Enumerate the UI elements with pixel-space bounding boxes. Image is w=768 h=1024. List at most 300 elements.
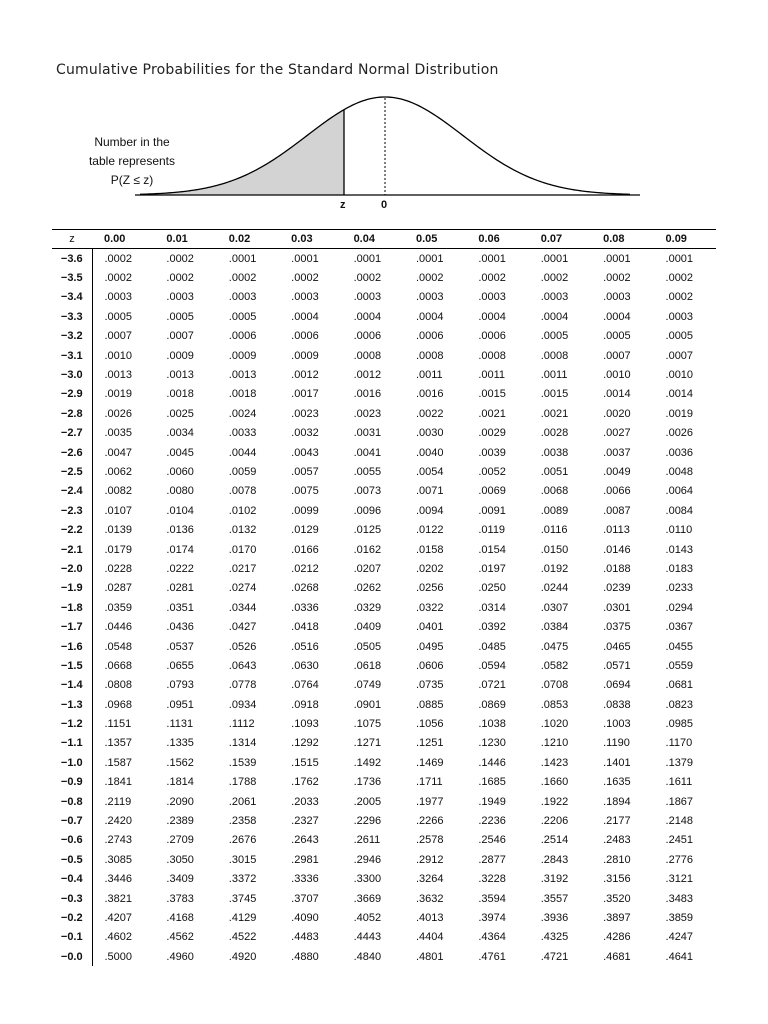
z-value-cell: −0.2 bbox=[52, 908, 92, 927]
probability-cell: .0002 bbox=[353, 272, 382, 285]
probability-cell: .4090 bbox=[291, 911, 319, 924]
z-table bbox=[52, 229, 716, 966]
probability-cell: .0071 bbox=[415, 485, 444, 498]
column-header: 0.02 bbox=[217, 230, 279, 249]
probability-cell: .0537 bbox=[166, 640, 194, 653]
z-value-cell: −1.6 bbox=[52, 637, 92, 656]
probability-cell: .0314 bbox=[478, 601, 506, 614]
probability-cell: .0033 bbox=[228, 427, 257, 440]
probability-cell: .0119 bbox=[478, 524, 506, 537]
probability-cell: .0010 bbox=[104, 349, 133, 362]
table-row bbox=[52, 889, 716, 908]
probability-cell: .0084 bbox=[665, 504, 694, 517]
probability-cell: .0136 bbox=[166, 524, 194, 537]
probability-cell: .0048 bbox=[665, 465, 694, 478]
probability-cell: .0002 bbox=[166, 252, 194, 265]
page-title: Cumulative Probabilities for the Standard Normal Distribution bbox=[56, 62, 499, 78]
table-row bbox=[52, 850, 716, 869]
probability-cell: .0166 bbox=[291, 543, 319, 556]
table-row bbox=[52, 482, 716, 501]
table-row bbox=[52, 462, 716, 481]
probability-cell: .2327 bbox=[291, 815, 319, 828]
table-row bbox=[52, 268, 716, 287]
probability-cell: .2451 bbox=[665, 834, 694, 847]
probability-cell: .0150 bbox=[540, 543, 569, 556]
table-row bbox=[52, 714, 716, 733]
probability-cell: .0228 bbox=[104, 562, 133, 575]
probability-cell: .0778 bbox=[228, 679, 257, 692]
zero-axis-label: 0 bbox=[381, 199, 388, 211]
probability-cell: .2843 bbox=[540, 853, 569, 866]
probability-cell: .0003 bbox=[228, 291, 257, 304]
probability-cell: .0116 bbox=[540, 524, 568, 537]
probability-cell: .0014 bbox=[603, 388, 631, 401]
probability-cell: .0052 bbox=[478, 465, 506, 478]
probability-cell: .1020 bbox=[540, 718, 569, 731]
probability-cell: .0183 bbox=[665, 562, 694, 575]
probability-cell: .0073 bbox=[353, 485, 382, 498]
probability-cell: .1003 bbox=[603, 718, 631, 731]
probability-cell: .0239 bbox=[603, 582, 631, 595]
probability-cell: .0019 bbox=[665, 407, 694, 420]
probability-cell: .0051 bbox=[540, 465, 569, 478]
z-value-cell: −3.2 bbox=[52, 327, 92, 346]
probability-cell: .0006 bbox=[291, 330, 319, 343]
column-header: 0.08 bbox=[591, 230, 653, 249]
probability-cell: .0446 bbox=[104, 621, 133, 634]
probability-cell: .4920 bbox=[228, 950, 257, 963]
probability-cell: .0375 bbox=[603, 621, 631, 634]
probability-cell: .0268 bbox=[291, 582, 319, 595]
probability-cell: .1922 bbox=[540, 795, 569, 808]
probability-cell: .1075 bbox=[353, 718, 382, 731]
probability-cell: .0037 bbox=[603, 446, 631, 459]
probability-cell: .0104 bbox=[166, 504, 194, 517]
probability-cell: .0001 bbox=[478, 252, 506, 265]
probability-cell: .0113 bbox=[603, 524, 630, 537]
probability-cell: .0087 bbox=[603, 504, 631, 517]
probability-cell: .2005 bbox=[353, 795, 382, 808]
probability-cell: .0643 bbox=[228, 659, 257, 672]
probability-cell: .0094 bbox=[415, 504, 444, 517]
probability-cell: .0008 bbox=[540, 349, 569, 362]
probability-cell: .1635 bbox=[603, 776, 631, 789]
probability-cell: .3336 bbox=[291, 873, 319, 886]
table-row bbox=[52, 501, 716, 520]
probability-cell: .0918 bbox=[291, 698, 319, 711]
probability-cell: .0043 bbox=[291, 446, 319, 459]
probability-cell: .3669 bbox=[353, 892, 382, 905]
probability-cell: .0005 bbox=[540, 330, 569, 343]
probability-cell: .2420 bbox=[104, 815, 133, 828]
probability-cell: .0008 bbox=[478, 349, 506, 362]
z-value-cell: −0.6 bbox=[52, 831, 92, 850]
probability-cell: .0004 bbox=[540, 310, 569, 323]
probability-cell: .2912 bbox=[415, 853, 444, 866]
probability-cell: .3264 bbox=[415, 873, 444, 886]
probability-cell: .0001 bbox=[228, 252, 257, 265]
probability-cell: .0934 bbox=[228, 698, 257, 711]
probability-cell: .4129 bbox=[228, 911, 257, 924]
probability-cell: .0013 bbox=[228, 369, 257, 382]
probability-cell: .4801 bbox=[415, 950, 444, 963]
probability-cell: .1314 bbox=[228, 737, 257, 750]
probability-cell: .3821 bbox=[104, 892, 133, 905]
probability-cell: .0548 bbox=[104, 640, 133, 653]
probability-cell: .0032 bbox=[291, 427, 319, 440]
probability-cell: .3594 bbox=[478, 892, 506, 905]
table-row bbox=[52, 734, 716, 753]
probability-cell: .0217 bbox=[228, 562, 257, 575]
table-row bbox=[52, 773, 716, 792]
probability-cell: .0069 bbox=[478, 485, 506, 498]
probability-cell: .0618 bbox=[353, 659, 382, 672]
probability-cell: .4681 bbox=[603, 950, 631, 963]
table-row bbox=[52, 540, 716, 559]
z-value-cell: −1.9 bbox=[52, 579, 92, 598]
probability-cell: .0582 bbox=[540, 659, 569, 672]
probability-cell: .0022 bbox=[415, 407, 444, 420]
probability-cell: .0125 bbox=[353, 524, 382, 537]
probability-cell: .0003 bbox=[415, 291, 444, 304]
z-value-cell: −3.5 bbox=[52, 268, 92, 287]
probability-cell: .0274 bbox=[228, 582, 257, 595]
probability-cell: .4207 bbox=[104, 911, 133, 924]
probability-cell: .0721 bbox=[478, 679, 506, 692]
probability-cell: .0256 bbox=[415, 582, 444, 595]
probability-cell: .0307 bbox=[540, 601, 569, 614]
z-value-cell: −2.2 bbox=[52, 520, 92, 539]
probability-cell: .0040 bbox=[415, 446, 444, 459]
probability-cell: .0281 bbox=[166, 582, 194, 595]
probability-cell: .2877 bbox=[478, 853, 506, 866]
probability-cell: .0001 bbox=[665, 252, 694, 265]
probability-cell: .0179 bbox=[104, 543, 133, 556]
probability-cell: .2033 bbox=[291, 795, 319, 808]
probability-cell: .1762 bbox=[291, 776, 319, 789]
probability-cell: .0681 bbox=[665, 679, 694, 692]
probability-cell: .2483 bbox=[603, 834, 631, 847]
probability-cell: .0465 bbox=[603, 640, 631, 653]
probability-cell: .1539 bbox=[228, 756, 257, 769]
probability-cell: .0001 bbox=[540, 252, 569, 265]
probability-cell: .0015 bbox=[540, 388, 569, 401]
probability-cell: .0250 bbox=[478, 582, 506, 595]
probability-cell: .0005 bbox=[228, 310, 257, 323]
probability-cell: .0294 bbox=[665, 601, 694, 614]
probability-cell: .2946 bbox=[353, 853, 382, 866]
probability-cell: .0016 bbox=[353, 388, 382, 401]
table-row bbox=[52, 249, 716, 269]
probability-cell: .0006 bbox=[478, 330, 506, 343]
probability-cell: .2090 bbox=[166, 795, 194, 808]
probability-cell: .0212 bbox=[291, 562, 319, 575]
probability-cell: .0475 bbox=[540, 640, 569, 653]
probability-cell: .0559 bbox=[665, 659, 694, 672]
probability-cell: .0001 bbox=[415, 252, 444, 265]
probability-cell: .0025 bbox=[166, 407, 194, 420]
probability-cell: .0007 bbox=[166, 330, 194, 343]
probability-cell: .0110 bbox=[665, 524, 693, 537]
probability-cell: .0009 bbox=[166, 349, 194, 362]
probability-cell: .1711 bbox=[415, 776, 443, 789]
z-value-cell: −1.3 bbox=[52, 695, 92, 714]
probability-cell: .1093 bbox=[291, 718, 319, 731]
probability-cell: .0007 bbox=[665, 349, 694, 362]
table-row bbox=[52, 617, 716, 636]
probability-cell: .0823 bbox=[665, 698, 694, 711]
z-value-cell: −2.3 bbox=[52, 501, 92, 520]
probability-cell: .2119 bbox=[104, 795, 132, 808]
probability-cell: .1562 bbox=[166, 756, 194, 769]
probability-cell: .0455 bbox=[665, 640, 694, 653]
probability-cell: .0029 bbox=[478, 427, 506, 440]
probability-cell: .1814 bbox=[166, 776, 194, 789]
probability-cell: .4286 bbox=[603, 931, 631, 944]
probability-cell: .0202 bbox=[415, 562, 444, 575]
probability-cell: .4721 bbox=[540, 950, 569, 963]
probability-cell: .0006 bbox=[415, 330, 444, 343]
probability-cell: .0034 bbox=[166, 427, 194, 440]
probability-cell: .1660 bbox=[540, 776, 569, 789]
probability-cell: .0162 bbox=[353, 543, 382, 556]
column-header: 0.07 bbox=[529, 230, 591, 249]
z-value-cell: −2.4 bbox=[52, 482, 92, 501]
probability-cell: .0089 bbox=[540, 504, 569, 517]
probability-cell: .0409 bbox=[353, 621, 382, 634]
z-value-cell: −1.8 bbox=[52, 598, 92, 617]
probability-cell: .3483 bbox=[665, 892, 694, 905]
probability-cell: .0143 bbox=[665, 543, 694, 556]
table-row bbox=[52, 404, 716, 423]
probability-cell: .1190 bbox=[603, 737, 630, 750]
probability-cell: .0102 bbox=[228, 504, 257, 517]
probability-cell: .0188 bbox=[603, 562, 631, 575]
probability-cell: .2358 bbox=[228, 815, 257, 828]
z-axis-label: z bbox=[340, 199, 346, 211]
probability-cell: .1515 bbox=[291, 756, 319, 769]
probability-cell: .0003 bbox=[603, 291, 631, 304]
probability-cell: .0003 bbox=[104, 291, 133, 304]
probability-cell: .0024 bbox=[228, 407, 257, 420]
probability-cell: .0062 bbox=[104, 465, 133, 478]
probability-cell: .0023 bbox=[291, 407, 319, 420]
probability-cell: .0107 bbox=[104, 504, 133, 517]
probability-cell: .0002 bbox=[665, 291, 694, 304]
probability-cell: .3050 bbox=[166, 853, 194, 866]
z-value-cell: −0.1 bbox=[52, 928, 92, 947]
z-value-cell: −2.8 bbox=[52, 404, 92, 423]
probability-cell: .0026 bbox=[104, 407, 133, 420]
probability-cell: .0018 bbox=[228, 388, 257, 401]
probability-cell: .2266 bbox=[415, 815, 444, 828]
probability-cell: .0028 bbox=[540, 427, 569, 440]
probability-cell: .0054 bbox=[415, 465, 444, 478]
probability-cell: .0485 bbox=[478, 640, 506, 653]
probability-cell: .0853 bbox=[540, 698, 569, 711]
probability-cell: .0096 bbox=[353, 504, 382, 517]
probability-cell: .0005 bbox=[166, 310, 194, 323]
probability-cell: .0344 bbox=[228, 601, 257, 614]
probability-cell: .0016 bbox=[415, 388, 444, 401]
probability-cell: .4052 bbox=[353, 911, 382, 924]
header-row bbox=[52, 230, 716, 249]
caption-line-1: Number in the bbox=[94, 135, 170, 149]
column-header: 0.04 bbox=[342, 230, 404, 249]
probability-cell: .0004 bbox=[603, 310, 631, 323]
z-value-cell: −2.6 bbox=[52, 443, 92, 462]
probability-cell: .4443 bbox=[353, 931, 382, 944]
z-value-cell: −0.5 bbox=[52, 850, 92, 869]
probability-cell: .0035 bbox=[104, 427, 133, 440]
z-value-cell: −0.8 bbox=[52, 792, 92, 811]
probability-cell: .0233 bbox=[665, 582, 694, 595]
probability-cell: .0041 bbox=[353, 446, 382, 459]
probability-cell: .0002 bbox=[166, 272, 194, 285]
probability-cell: .0336 bbox=[291, 601, 319, 614]
probability-cell: .1271 bbox=[353, 737, 382, 750]
probability-cell: .0011 bbox=[478, 369, 506, 382]
probability-cell: .0017 bbox=[291, 388, 319, 401]
probability-cell: .1446 bbox=[478, 756, 506, 769]
probability-cell: .3015 bbox=[228, 853, 257, 866]
table-row bbox=[52, 811, 716, 830]
probability-cell: .0004 bbox=[478, 310, 506, 323]
probability-cell: .0075 bbox=[291, 485, 319, 498]
probability-cell: .0154 bbox=[478, 543, 506, 556]
probability-cell: .0359 bbox=[104, 601, 133, 614]
probability-cell: .1357 bbox=[104, 737, 133, 750]
probability-cell: .0066 bbox=[603, 485, 631, 498]
column-header: 0.05 bbox=[404, 230, 466, 249]
probability-cell: .4364 bbox=[478, 931, 506, 944]
table-row bbox=[52, 288, 716, 307]
probability-cell: .0146 bbox=[603, 543, 631, 556]
figure-caption bbox=[70, 133, 194, 190]
z-value-cell: −1.2 bbox=[52, 714, 92, 733]
probability-cell: .2810 bbox=[603, 853, 631, 866]
probability-cell: .0012 bbox=[291, 369, 319, 382]
z-value-cell: −1.7 bbox=[52, 617, 92, 636]
probability-cell: .1131 bbox=[166, 718, 194, 731]
probability-cell: .0008 bbox=[415, 349, 444, 362]
probability-cell: .3372 bbox=[228, 873, 257, 886]
probability-cell: .1170 bbox=[665, 737, 693, 750]
table-row bbox=[52, 676, 716, 695]
probability-cell: .0008 bbox=[353, 349, 382, 362]
probability-cell: .3228 bbox=[478, 873, 506, 886]
probability-cell: .4168 bbox=[166, 911, 194, 924]
probability-cell: .0044 bbox=[228, 446, 257, 459]
probability-cell: .3121 bbox=[665, 873, 694, 886]
probability-cell: .0869 bbox=[478, 698, 506, 711]
probability-cell: .0055 bbox=[353, 465, 382, 478]
probability-cell: .0060 bbox=[166, 465, 194, 478]
probability-cell: .0003 bbox=[166, 291, 194, 304]
probability-cell: .3557 bbox=[540, 892, 569, 905]
table-row bbox=[52, 656, 716, 675]
probability-cell: .0505 bbox=[353, 640, 382, 653]
probability-cell: .1469 bbox=[415, 756, 444, 769]
probability-cell: .0655 bbox=[166, 659, 194, 672]
probability-cell: .0059 bbox=[228, 465, 257, 478]
probability-cell: .0007 bbox=[104, 330, 133, 343]
probability-cell: .3707 bbox=[291, 892, 319, 905]
probability-cell: .0630 bbox=[291, 659, 319, 672]
probability-cell: .1492 bbox=[353, 756, 382, 769]
probability-cell: .0064 bbox=[665, 485, 694, 498]
probability-cell: .0006 bbox=[353, 330, 382, 343]
probability-cell: .1230 bbox=[478, 737, 506, 750]
probability-cell: .3156 bbox=[603, 873, 631, 886]
probability-cell: .1401 bbox=[603, 756, 631, 769]
probability-cell: .1056 bbox=[415, 718, 444, 731]
table-row bbox=[52, 792, 716, 811]
probability-cell: .4247 bbox=[665, 931, 694, 944]
column-header: 0.00 bbox=[92, 230, 154, 249]
probability-cell: .1423 bbox=[540, 756, 569, 769]
probability-cell: .0080 bbox=[166, 485, 194, 498]
probability-cell: .2206 bbox=[540, 815, 569, 828]
probability-cell: .0002 bbox=[228, 272, 257, 285]
probability-cell: .0001 bbox=[291, 252, 319, 265]
probability-cell: .2578 bbox=[415, 834, 444, 847]
probability-cell: .0004 bbox=[415, 310, 444, 323]
probability-cell: .0038 bbox=[540, 446, 569, 459]
probability-cell: .0392 bbox=[478, 621, 506, 634]
probability-cell: .0021 bbox=[478, 407, 506, 420]
table-row bbox=[52, 598, 716, 617]
probability-cell: .0401 bbox=[415, 621, 444, 634]
probability-cell: .0002 bbox=[104, 252, 133, 265]
probability-cell: .2296 bbox=[353, 815, 382, 828]
probability-cell: .0002 bbox=[665, 272, 694, 285]
probability-cell: .0047 bbox=[104, 446, 133, 459]
z-value-cell: −1.5 bbox=[52, 656, 92, 675]
z-value-cell: −2.0 bbox=[52, 559, 92, 578]
probability-cell: .0011 bbox=[540, 369, 568, 382]
probability-cell: .0005 bbox=[104, 310, 133, 323]
probability-cell: .1736 bbox=[353, 776, 382, 789]
probability-cell: .0367 bbox=[665, 621, 694, 634]
probability-cell: .2981 bbox=[291, 853, 319, 866]
probability-cell: .0418 bbox=[291, 621, 319, 634]
probability-cell: .0985 bbox=[665, 718, 694, 731]
probability-cell: .0009 bbox=[228, 349, 257, 362]
probability-cell: .4483 bbox=[291, 931, 319, 944]
probability-cell: .0808 bbox=[104, 679, 133, 692]
table-row bbox=[52, 579, 716, 598]
probability-cell: .4404 bbox=[415, 931, 444, 944]
probability-cell: .0516 bbox=[291, 640, 319, 653]
probability-cell: .1335 bbox=[166, 737, 194, 750]
probability-cell: .4761 bbox=[478, 950, 506, 963]
probability-cell: .2389 bbox=[166, 815, 194, 828]
probability-cell: .0170 bbox=[228, 543, 257, 556]
probability-cell: .0262 bbox=[353, 582, 382, 595]
z-value-cell: −1.0 bbox=[52, 753, 92, 772]
probability-cell: .3300 bbox=[353, 873, 382, 886]
z-value-cell: −0.0 bbox=[52, 947, 92, 966]
probability-cell: .1949 bbox=[478, 795, 506, 808]
probability-cell: .0495 bbox=[415, 640, 444, 653]
probability-cell: .0436 bbox=[166, 621, 194, 634]
probability-cell: .0526 bbox=[228, 640, 257, 653]
table-row bbox=[52, 559, 716, 578]
probability-cell: .2743 bbox=[104, 834, 133, 847]
z-value-cell: −3.4 bbox=[52, 288, 92, 307]
probability-cell: .0174 bbox=[166, 543, 194, 556]
